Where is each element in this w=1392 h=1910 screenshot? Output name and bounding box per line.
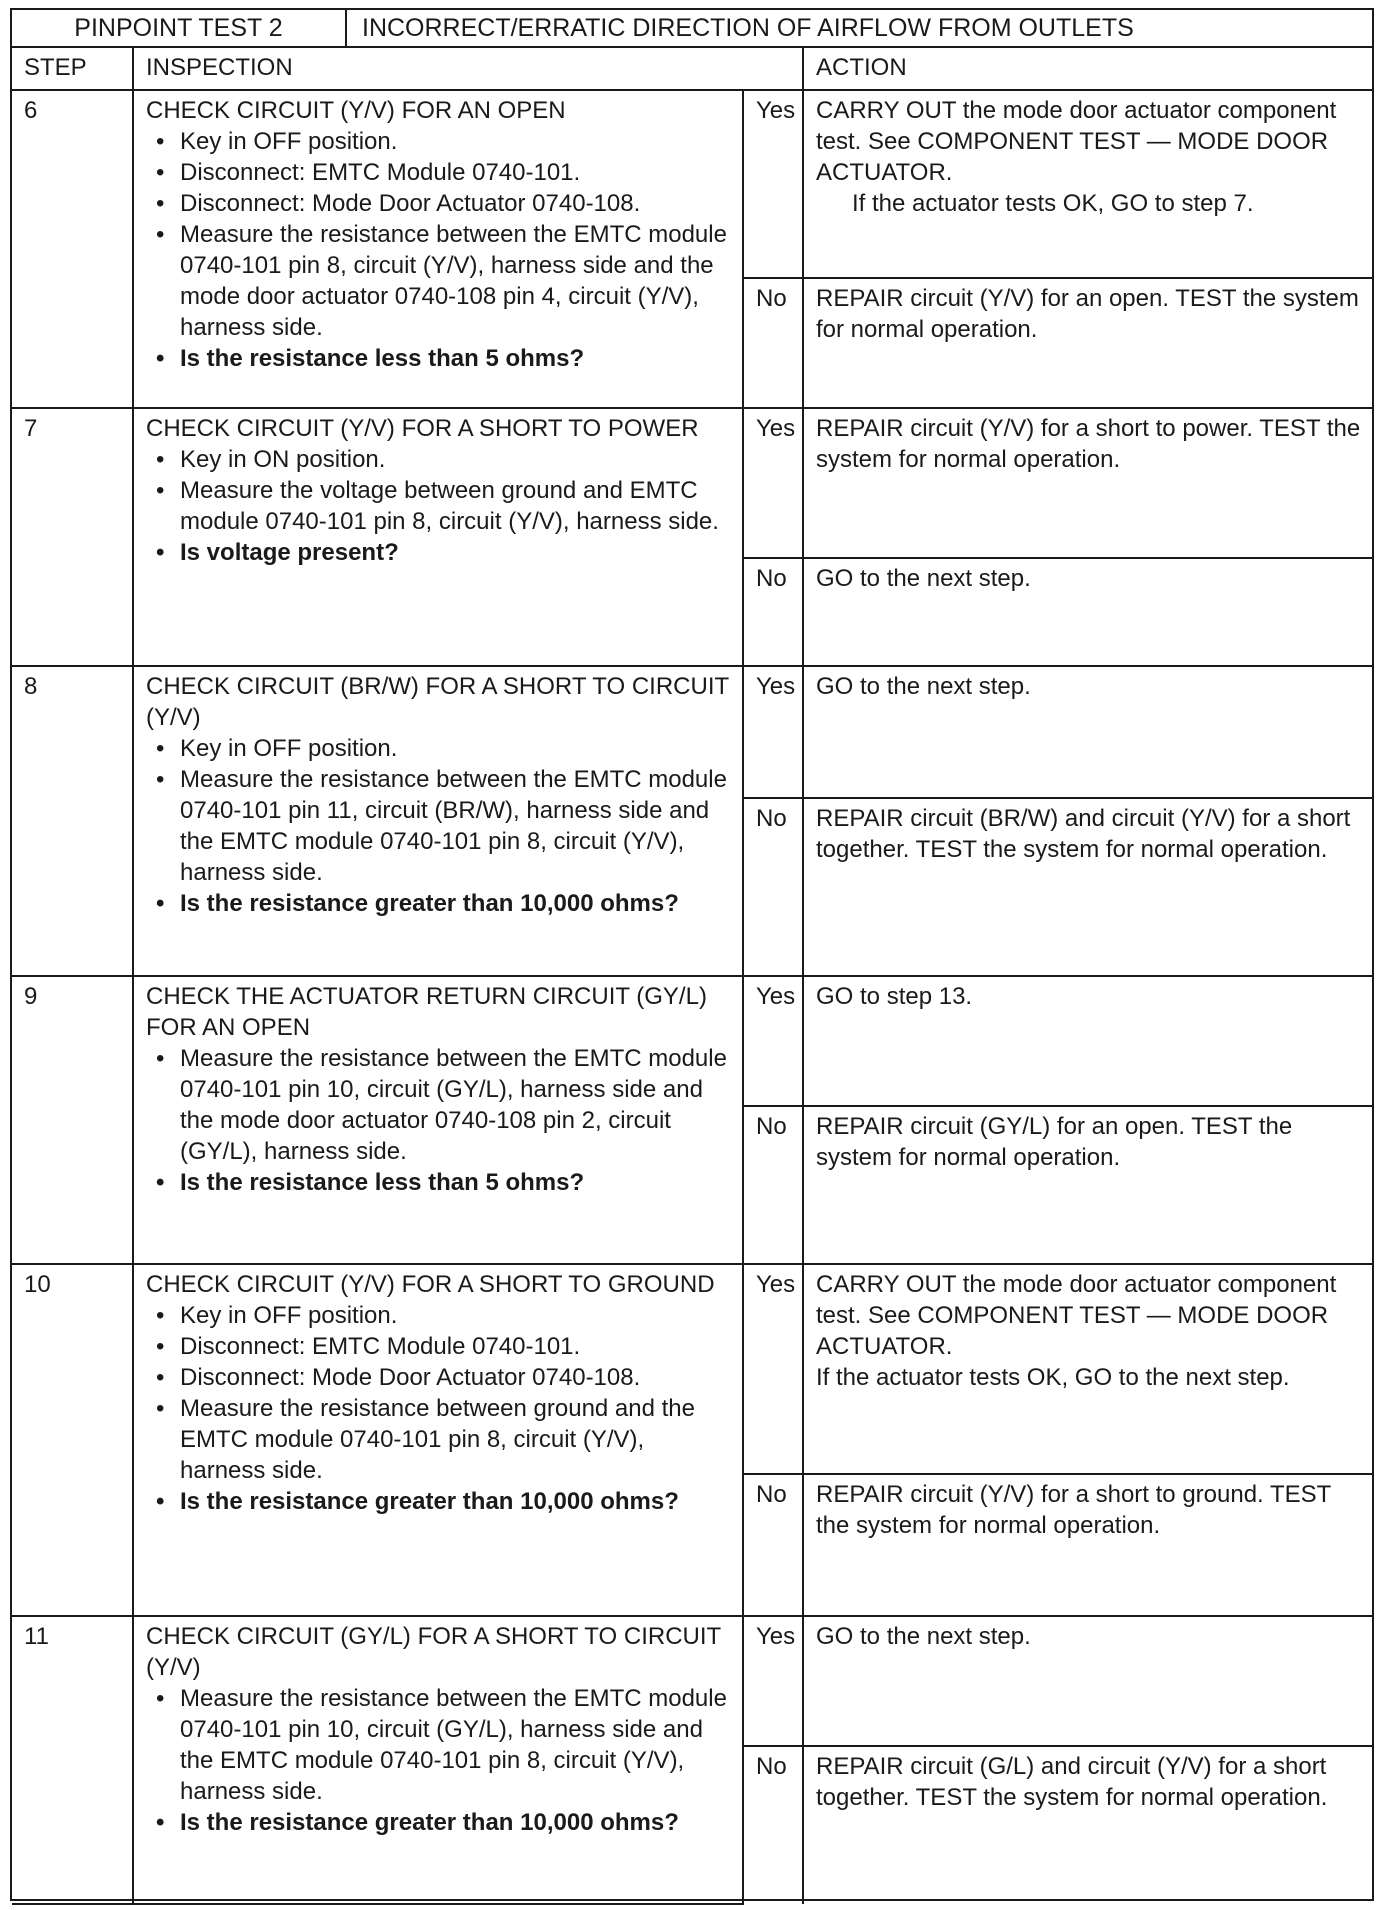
test-title: INCORRECT/ERRATIC DIRECTION OF AIRFLOW FROM OUTLETS [362, 14, 1134, 42]
yes-action-cell [803, 666, 1372, 798]
no-action: REPAIR circuit (Y/V) for an open. TEST the system for normal operation. [803, 278, 1372, 408]
table-row [12, 976, 1372, 1106]
yes-action-cell [803, 408, 1372, 558]
inspection-bullets [146, 444, 732, 568]
yes-action-note: If the actuator tests OK, GO to the next step. [816, 1364, 1290, 1391]
inspection-title: CHECK CIRCUIT (BR/W) FOR A SHORT TO CIRCUIT (Y/V) [146, 673, 729, 731]
inspection-question: • Is the resistance greater than 10,000 ohms? [180, 1486, 732, 1517]
inspection-cell [133, 408, 743, 666]
step-number: 11 [12, 1616, 133, 1904]
inspection-title: CHECK CIRCUIT (Y/V) FOR AN OPEN [146, 97, 566, 124]
no-label: No [743, 1474, 803, 1616]
yes-action: CARRY OUT the mode door actuator component test. See COMPONENT TEST — MODE DOOR ACTUATOR. [816, 1271, 1337, 1360]
inspection-question: • Is the resistance less than 5 ohms? [180, 343, 732, 374]
inspection-question: • Is the resistance less than 5 ohms? [180, 1167, 732, 1198]
inspection-bullet: • Key in ON position. [180, 444, 732, 475]
yes-action-cell [803, 1616, 1372, 1746]
yes-action: GO to the next step. [816, 1623, 1031, 1650]
inspection-bullet: • Key in OFF position. [180, 126, 732, 157]
inspection-bullet: • Key in OFF position. [180, 733, 732, 764]
step-column-header: STEP [12, 48, 133, 90]
inspection-bullet: • Measure the resistance between ground and the EMTC module 0740-101 pin 8, circuit (Y/V), harness side. [180, 1393, 732, 1486]
yes-action-cell [803, 1264, 1372, 1474]
no-action: REPAIR circuit (BR/W) and circuit (Y/V) for a short together. TEST the system for normal operation. [803, 798, 1372, 976]
yes-action: CARRY OUT the mode door actuator component test. See COMPONENT TEST — MODE DOOR ACTUATOR. [816, 97, 1337, 186]
yes-label: Yes [743, 1616, 803, 1746]
table-row [12, 1264, 1372, 1474]
inspection-cell [133, 666, 743, 976]
step-number: 9 [12, 976, 133, 1264]
no-label: No [743, 558, 803, 666]
no-label: No [743, 278, 803, 408]
header-row [12, 48, 1372, 90]
inspection-bullets [146, 126, 732, 374]
inspection-cell [133, 90, 743, 408]
title-bar [12, 10, 1372, 48]
inspection-title: CHECK CIRCUIT (GY/L) FOR A SHORT TO CIRCUIT (Y/V) [146, 1623, 721, 1681]
inspection-bullet: • Measure the resistance between the EMTC module 0740-101 pin 10, circuit (GY/L), harness side and the mode door actuator 0740-108 pin 2, circuit (GY/L), harness side. [180, 1043, 732, 1167]
table-row [12, 408, 1372, 558]
yes-label: Yes [743, 408, 803, 558]
yes-action-cell [803, 90, 1372, 278]
inspection-bullet: • Measure the resistance between the EMTC module 0740-101 pin 8, circuit (Y/V), harness side and the mode door actuator 0740-108 pin 4, circuit (Y/V), harness side. [180, 219, 732, 343]
inspection-bullet: • Key in OFF position. [180, 1300, 732, 1331]
step-number: 10 [12, 1264, 133, 1616]
inspection-bullet: • Disconnect: Mode Door Actuator 0740-108. [180, 188, 732, 219]
inspection-bullets [146, 1683, 732, 1838]
inspection-cell [133, 1616, 743, 1904]
no-action: REPAIR circuit (Y/V) for a short to ground. TEST the system for normal operation. [803, 1474, 1372, 1616]
no-label: No [743, 1746, 803, 1904]
pinpoint-test-document [10, 8, 1374, 1901]
yes-label: Yes [743, 1264, 803, 1474]
inspection-bullet: • Disconnect: EMTC Module 0740-101. [180, 157, 732, 188]
inspection-bullets [146, 1300, 732, 1517]
inspection-cell [133, 976, 743, 1264]
no-action: REPAIR circuit (GY/L) for an open. TEST the system for normal operation. [803, 1106, 1372, 1264]
no-action: GO to the next step. [803, 558, 1372, 666]
inspection-question: • Is the resistance greater than 10,000 ohms? [180, 1807, 732, 1838]
yes-label: Yes [743, 90, 803, 278]
yes-action: REPAIR circuit (Y/V) for a short to power. TEST the system for normal operation. [816, 415, 1361, 473]
yes-label: Yes [743, 666, 803, 798]
inspection-bullets [146, 733, 732, 919]
no-label: No [743, 1106, 803, 1264]
yes-action: GO to the next step. [816, 673, 1031, 700]
yes-action-note: If the actuator tests OK, GO to step 7. [852, 190, 1254, 217]
table-row [12, 90, 1372, 278]
inspection-title: CHECK CIRCUIT (Y/V) FOR A SHORT TO GROUND [146, 1271, 715, 1298]
table-row [12, 1616, 1372, 1746]
inspection-bullet: • Disconnect: Mode Door Actuator 0740-108. [180, 1362, 732, 1393]
inspection-question: • Is the resistance greater than 10,000 ohms? [180, 888, 732, 919]
diagnostic-table [12, 48, 1372, 1905]
inspection-title: CHECK CIRCUIT (Y/V) FOR A SHORT TO POWER [146, 415, 699, 442]
action-column-header: ACTION [803, 48, 1372, 90]
yes-action-cell [803, 976, 1372, 1106]
inspection-bullet: • Measure the resistance between the EMTC module 0740-101 pin 11, circuit (BR/W), harness side and the EMTC module 0740-101 pin 8, circuit (Y/V), harness side. [180, 764, 732, 888]
test-label: PINPOINT TEST 2 [12, 10, 347, 46]
inspection-column-header: INSPECTION [133, 48, 803, 90]
inspection-question: • Is voltage present? [180, 537, 732, 568]
step-number: 7 [12, 408, 133, 666]
no-label: No [743, 798, 803, 976]
inspection-bullet: • Measure the resistance between the EMTC module 0740-101 pin 10, circuit (GY/L), harness side and the EMTC module 0740-101 pin 8, circuit (Y/V), harness side. [180, 1683, 732, 1807]
inspection-bullets [146, 1043, 732, 1198]
yes-action: GO to step 13. [816, 983, 973, 1010]
inspection-bullet: • Measure the voltage between ground and EMTC module 0740-101 pin 8, circuit (Y/V), harness side. [180, 475, 732, 537]
step-number: 8 [12, 666, 133, 976]
inspection-title: CHECK THE ACTUATOR RETURN CIRCUIT (GY/L) FOR AN OPEN [146, 983, 707, 1041]
yes-label: Yes [743, 976, 803, 1106]
step-number: 6 [12, 90, 133, 408]
no-action: REPAIR circuit (G/L) and circuit (Y/V) for a short together. TEST the system for normal operation. [803, 1746, 1372, 1904]
inspection-cell [133, 1264, 743, 1616]
table-row [12, 666, 1372, 798]
inspection-bullet: • Disconnect: EMTC Module 0740-101. [180, 1331, 732, 1362]
